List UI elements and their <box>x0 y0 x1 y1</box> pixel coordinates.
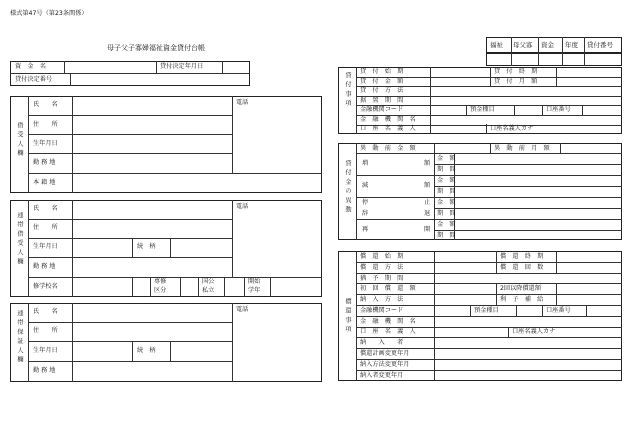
loan-deferral-label: 据 置 期 間 <box>360 97 404 104</box>
borrower-phone-label: 電話 <box>236 99 249 106</box>
loan-start-label: 貸 付 始 期 <box>360 68 404 75</box>
guarantor-work-label: 勤 務 地 <box>33 367 56 374</box>
guarantor-address-label: 住 所 <box>33 327 58 334</box>
form-number: 様式第47号（第23条関係） <box>10 10 88 17</box>
change-stop-2: 止 <box>424 199 431 206</box>
repay-bank-code-label: 金融機関コード <box>360 307 404 314</box>
joint-name-label: 氏 名 <box>33 205 58 212</box>
joint-relation-label: 続 柄 <box>137 243 156 250</box>
change-period-3: 期 間 <box>437 210 456 217</box>
loan-bank-code-label: 金融機関コード <box>360 106 404 113</box>
change-decrease-1: 減 <box>362 182 369 189</box>
decision-no-label: 貸付決定番号 <box>15 76 53 83</box>
joint-address-label: 住 所 <box>33 224 58 231</box>
loan-method-label: 貸 付 方 法 <box>360 87 404 94</box>
header-welfare: 福祉 <box>490 41 503 49</box>
repay-first-label: 初 回 償 還 額 <box>360 285 416 292</box>
borrower-section-label: 借受人欄 <box>16 122 23 159</box>
page-title: 母子父子寡婦福祉資金貸付台帳 <box>107 44 205 52</box>
change-increase-1: 増 <box>362 160 369 167</box>
loan-amount-label: 貸 付 金 額 <box>360 78 404 85</box>
repay-second-label: 2回以降償還額 <box>500 285 542 292</box>
guarantor-relation-label: 続 柄 <box>137 347 156 354</box>
repay-end-label: 償 還 終 期 <box>500 253 544 260</box>
loan-bank-name-label: 金 融 機 関 名 <box>360 116 416 123</box>
header-loan-no: 貸付番号 <box>587 41 613 49</box>
borrower-birth-label: 生年月日 <box>33 140 58 147</box>
change-resume-1: 再 <box>362 226 369 233</box>
borrower-domicile-label: 本 籍 地 <box>33 179 56 186</box>
borrower-address-label: 住 所 <box>33 121 58 128</box>
change-amount-1: 金 額 <box>437 155 456 162</box>
header-category: 母父寡 <box>513 41 533 49</box>
joint-school-label: 修学校名 <box>33 283 58 290</box>
repay-bank-name-label: 金 融 機 関 名 <box>360 318 416 325</box>
guarantor-phone-label: 電話 <box>236 306 249 313</box>
repay-interest-label: 利 子 補 給 <box>500 296 544 303</box>
school-public-label-1: 国公 <box>202 278 215 285</box>
borrower-name-label: 氏 名 <box>33 101 58 108</box>
repay-deposit-type-label: 預金種目 <box>474 307 499 314</box>
school-public-label-2: 私立 <box>202 287 215 294</box>
repay-payer-change-label: 納入者変更年月 <box>360 372 404 379</box>
header-year: 年度 <box>565 41 578 49</box>
joint-work-label: 勤 務 地 <box>33 263 56 270</box>
school-type-label-1: 専修 <box>154 278 167 285</box>
repay-method-label: 償 還 方 法 <box>360 264 404 271</box>
change-before-month-label: 異 動 前 月 額 <box>494 145 550 152</box>
repay-payer-label: 納 入 者 <box>360 339 404 346</box>
repay-payment-method-label: 納 入 方 法 <box>360 296 404 303</box>
change-amount-2: 金 額 <box>437 177 456 184</box>
repay-account-kana-label: 口座名義人カナ <box>512 328 556 335</box>
school-type-label-2: 区分 <box>154 287 167 294</box>
change-increase-2: 額 <box>424 160 431 167</box>
header-value-row <box>486 53 622 66</box>
guarantor-birth-label: 生年月日 <box>33 347 58 354</box>
loan-deposit-type-label: 預金種目 <box>470 106 495 113</box>
repay-plan-change-label: 償還計画変更年月 <box>360 350 410 357</box>
loan-account-kana-label: 口座名義人カナ <box>490 125 534 132</box>
joint-phone-label: 電話 <box>236 203 249 210</box>
repay-account-holder-label: 口 座 名 義 人 <box>360 328 416 335</box>
change-decrease-2: 額 <box>424 182 431 189</box>
change-resume-2: 開 <box>424 226 431 233</box>
repay-start-label: 償 還 始 期 <box>360 253 404 260</box>
loan-monthly-label: 貸 付 月 額 <box>494 78 538 85</box>
school-start-label-1: 開始 <box>248 278 261 285</box>
change-decline-1: 辞 <box>362 210 369 217</box>
fund-name-label: 資 金 名 <box>15 63 46 70</box>
school-start-label-2: 学年 <box>248 287 261 294</box>
joint-borrower-section-label: 連帯借受人欄 <box>16 212 23 268</box>
borrower-work-label: 勤 務 地 <box>33 159 56 166</box>
guarantor-name-label: 氏 名 <box>33 308 58 315</box>
change-period-1: 期 間 <box>437 166 456 173</box>
change-period-4: 期 間 <box>437 232 456 239</box>
guarantor-section-label: 連帯保証人欄 <box>16 310 23 366</box>
change-stop-1: 停 <box>362 199 369 206</box>
loan-matters-section-label: 貸付事項 <box>344 72 351 109</box>
repay-count-label: 償 還 回 数 <box>500 264 544 271</box>
repayment-section-label: 償還事項 <box>344 298 351 335</box>
change-period-2: 期 間 <box>437 188 456 195</box>
repay-grace-label: 猶 予 期 間 <box>360 275 404 282</box>
repay-account-no-label: 口座番号 <box>546 307 571 314</box>
loan-account-no-label: 口座番号 <box>546 106 571 113</box>
header-fund: 資金 <box>541 41 554 49</box>
decision-date-label: 貸付決定年月日 <box>160 63 204 70</box>
change-section-label: 貸付金の異動 <box>344 160 351 216</box>
change-decline-2: 退 <box>424 210 431 217</box>
change-block <box>338 143 622 240</box>
change-amount-4: 金 額 <box>437 221 456 228</box>
joint-birth-label: 生年月日 <box>33 243 58 250</box>
change-before-label: 異 動 前 金 額 <box>360 145 416 152</box>
loan-end-label: 貸 付 終 期 <box>494 68 538 75</box>
loan-account-holder-label: 口 座 名 義 人 <box>360 125 416 132</box>
repay-method-change-label: 納入方法変更年月 <box>360 361 410 368</box>
change-amount-3: 金 額 <box>437 199 456 206</box>
